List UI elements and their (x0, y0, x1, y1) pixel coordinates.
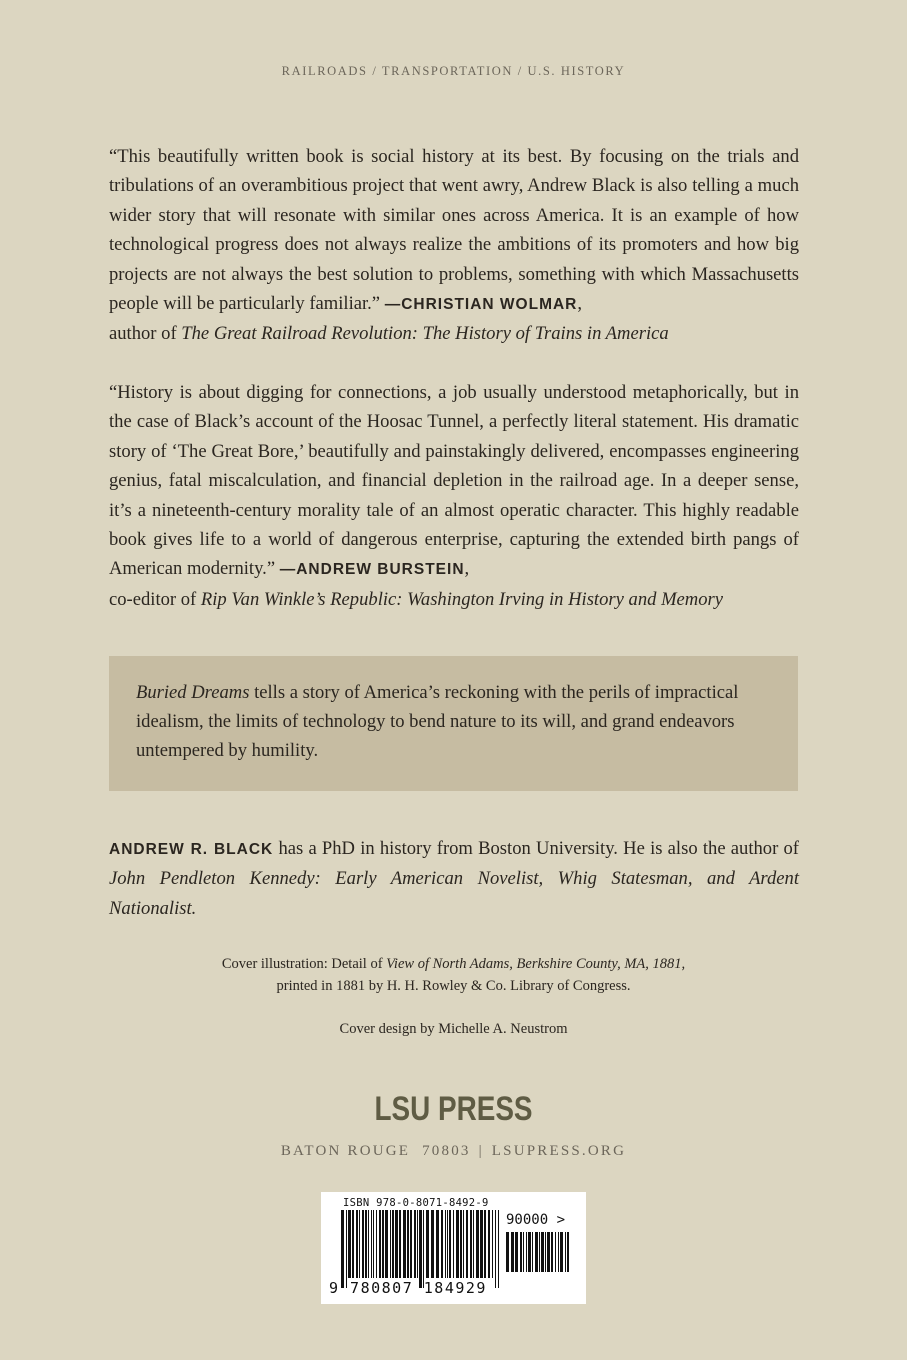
barcode-bar (356, 1210, 358, 1278)
barcode-bar (520, 1232, 522, 1272)
barcode-bar (346, 1210, 347, 1288)
barcode-bar (447, 1210, 448, 1278)
category-line: RAILROADS / TRANSPORTATION / U.S. HISTORY (281, 64, 626, 78)
publisher-address (0, 1143, 907, 1160)
blurb-box (109, 656, 798, 791)
barcode-bar (523, 1232, 524, 1272)
barcode-bar (460, 1210, 462, 1278)
barcode-bar (399, 1210, 401, 1278)
quote-text: “This beautifully written book is social history at its best. By focusing on the trials and tribulations of an overambitious project that went awry, Andrew Black is also telling a much wider story that will resonate with similar ones across America. It is an example of how technological progress does not always realize the ambitions of its promoters and how big projects are not always the best solution to problems, something with which Massachusetts people will be particularly familiar.” (109, 146, 799, 315)
barcode-bar (436, 1210, 439, 1278)
quote-author: —ANDREW BURSTEIN (279, 561, 465, 579)
publisher-zip: 70803 (422, 1143, 471, 1159)
barcode-bar (498, 1210, 499, 1288)
barcode-bar (558, 1232, 559, 1272)
barcode-bar (414, 1210, 416, 1278)
quote-author-role: author of (109, 323, 182, 345)
barcode-bar (526, 1232, 527, 1272)
barcode-bar (466, 1210, 468, 1278)
barcode-bar (445, 1210, 446, 1278)
barcode-bar (410, 1210, 412, 1278)
endorsement-quote-1 (109, 142, 799, 349)
barcode-bar (551, 1232, 553, 1272)
author-bio (109, 834, 799, 923)
quote-author-role: co-editor of (109, 588, 201, 610)
blurb-description: tells a story of America’s reckoning with the perils of impractical idealism, the limits of technology to bend nature to its will, and grand endeavors untempered by humility. (136, 682, 739, 761)
barcode-bar (371, 1210, 372, 1278)
address-separator: | (478, 1143, 484, 1159)
quote-author-suffix: , (577, 293, 583, 315)
publisher-website: LSUPRESS.ORG (491, 1143, 627, 1159)
cover-illustration-credit (0, 953, 907, 997)
barcode-bar (535, 1232, 538, 1272)
cover-illustration-source: printed in 1881 by H. H. Rowley & Co. Library of Congress. (276, 978, 631, 994)
bio-author-work: John Pendleton Kennedy: Early American Novelist, Whig Statesman, and Ardent Nationalist. (109, 868, 799, 919)
barcode-bar (417, 1210, 418, 1278)
publisher-city: BATON ROUGE (280, 1143, 411, 1159)
blurb-book-title: Buried Dreams (136, 682, 250, 703)
barcode-bar (385, 1210, 388, 1278)
barcode-bar (492, 1210, 493, 1278)
barcode-bar (395, 1210, 398, 1278)
barcode-bar (373, 1210, 374, 1278)
quote-author: —CHRISTIAN WOLMAR (384, 296, 578, 314)
barcode-bar (480, 1210, 483, 1278)
cover-illustration-prefix: Cover illustration: Detail of (221, 956, 387, 972)
barcode-bar (547, 1232, 550, 1272)
barcode-bar (528, 1232, 531, 1272)
barcode-bar (453, 1210, 454, 1278)
barcode-bar (423, 1210, 424, 1288)
barcode-bar (473, 1210, 474, 1278)
barcode-bar (470, 1210, 472, 1278)
barcode-bar (545, 1232, 546, 1272)
barcode-bar (567, 1232, 569, 1272)
barcode-bar (390, 1210, 391, 1278)
quote-text: “History is about digging for connections, a job usually understood metaphorically, but in the case of Black’s account of the Hoosac Tunnel, a perfectly literal statement. His dramatic story of ‘The Great Bore,’ beautifully and painstakingly delivered, encompasses engineering genius, fatal miscalculation, and financial depletion in the railroad age. In a deeper sense, it’s a nineteenth-century morality tale of an almost operatic character. This highly readable book gives life to a world of dangerous enterprise, capturing the extended birth pangs of American modernity.” (109, 382, 799, 580)
barcode-bar (376, 1210, 377, 1278)
barcode-bar (379, 1210, 381, 1278)
endorsement-quote-2 (109, 378, 799, 614)
barcode-bar (348, 1210, 351, 1278)
barcode-bar (555, 1232, 556, 1272)
barcode-bar (456, 1210, 459, 1278)
barcode-bar (341, 1210, 344, 1288)
barcode-bar (441, 1210, 443, 1278)
price-code: 90000 > (506, 1212, 566, 1228)
barcode-bar (392, 1210, 394, 1278)
barcode-bar (365, 1210, 367, 1278)
barcode (321, 1192, 586, 1304)
barcode-bar (565, 1232, 566, 1272)
barcode-bar (359, 1210, 360, 1278)
barcode-bar (426, 1210, 429, 1278)
isbn-label: ISBN 978-0-8071-8492-9 (343, 1197, 489, 1209)
cover-design-credit: Cover design by Michelle A. Neustrom (339, 1021, 568, 1037)
barcode-bar (484, 1210, 486, 1278)
barcode-bar (488, 1210, 490, 1278)
barcode-digits: 9 780807 184929 (329, 1279, 487, 1297)
barcode-bar (403, 1210, 406, 1278)
quote-author-work: The Great Railroad Revolution: The History of Trains in America (181, 323, 669, 345)
barcode-bar (368, 1210, 369, 1278)
barcode-bar (382, 1210, 384, 1278)
barcode-bar (407, 1210, 409, 1278)
publisher-logo: LSU PRESS (374, 1090, 533, 1128)
barcode-addon-bars (506, 1232, 576, 1292)
barcode-bar (352, 1210, 354, 1278)
barcode-bar (541, 1232, 544, 1272)
cover-illustration-work: View of North Adams, Berkshire County, MA, 1881, (386, 956, 686, 972)
barcode-bar (506, 1232, 509, 1272)
barcode-bar (419, 1210, 422, 1288)
barcode-bar (449, 1210, 451, 1278)
barcode-bar (463, 1210, 464, 1278)
barcode-bar (539, 1232, 540, 1272)
bio-text: has a PhD in history from Boston University. He is also the author of (273, 838, 799, 859)
quote-author-work: Rip Van Winkle’s Republic: Washington Irving in History and Memory (200, 588, 724, 610)
blurb-text (136, 678, 776, 765)
bio-author-name: ANDREW R. BLACK (109, 841, 274, 858)
barcode-bar (362, 1210, 364, 1278)
barcode-bar (560, 1232, 563, 1272)
barcode-bar (515, 1232, 518, 1272)
barcode-bar (511, 1232, 514, 1272)
barcode-bar (476, 1210, 479, 1278)
barcode-bar (532, 1232, 533, 1272)
quote-author-suffix: , (464, 558, 470, 580)
barcode-bar (431, 1210, 434, 1278)
barcode-bar (495, 1210, 496, 1288)
